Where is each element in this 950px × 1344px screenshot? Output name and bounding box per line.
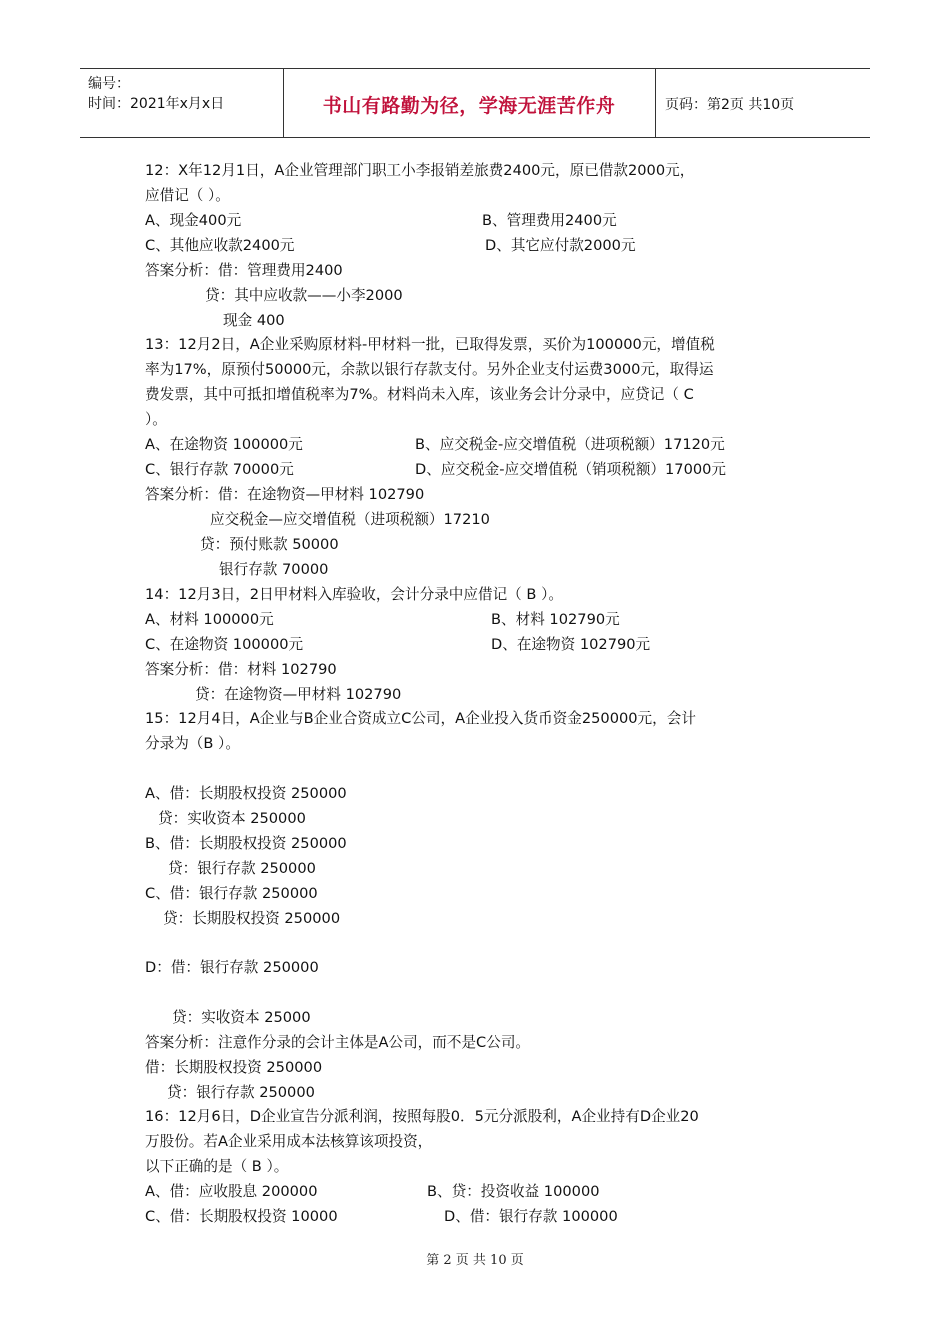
text-line: 现金 400 (223, 312, 285, 329)
page-footer: 第 2 页 共 10 页 (426, 1253, 524, 1268)
text-line: 万股份。若A企业采用成本法核算该项投资， (145, 1133, 433, 1150)
text-line: 贷：预付账款 50000 (200, 536, 339, 553)
text-line: 贷：实收资本 25000 (172, 1009, 311, 1026)
text-line: D、应交税金-应交增值税（销项税额）17000元 (415, 461, 727, 478)
text-line: 借：长期股权投资 250000 (145, 1059, 323, 1076)
text-line: ）。 (145, 411, 167, 428)
text-line: 答案分析：注意作分录的会计主体是A公司，而不是C公司。 (145, 1034, 531, 1051)
text-line: 答案分析：借：管理费用2400 (145, 262, 343, 279)
text-line: D、其它应付款2000元 (485, 237, 636, 254)
text-line: 13：12月2日，A企业采购原材料-甲材料一批，已取得发票，买价为100000元，增值税 (145, 336, 715, 353)
text-line: 12：X年12月1日，A企业管理部门职工小李报销差旅费2400元，原已借款2000元， (145, 162, 695, 179)
text-line: 16：12月6日，D企业宣告分派利润，按照每股0．5元分派股利，A企业持有D企业20 (145, 1108, 699, 1125)
text-line: B、借：长期股权投资 250000 (145, 835, 347, 852)
date-label: 时间：2021年x月x日 (88, 96, 225, 112)
text-line: 贷：长期股权投资 250000 (163, 910, 341, 927)
page-number-label: 页码：第2页 共10页 (665, 97, 795, 113)
text-line: C、其他应收款2400元 (145, 237, 295, 254)
text-line: B、材料 102790元 (491, 611, 620, 628)
text-line: A、借：应收股息 200000 (145, 1183, 318, 1200)
doc-number-label: 编号： (88, 76, 130, 92)
text-line: 应借记（ ）。 (145, 187, 230, 204)
text-line: 率为17%，原预付50000元，余款以银行存款支付。另外企业支付运费3000元，取得运 (145, 361, 714, 378)
text-line: 贷：其中应收款——小李2000 (205, 287, 403, 304)
text-line: B、贷：投资收益 100000 (427, 1183, 600, 1200)
text-line: 贷：银行存款 250000 (167, 1084, 315, 1101)
text-line: 分录为（B ）。 (145, 735, 240, 752)
header-motto-cell (283, 69, 656, 137)
text-line: 贷：银行存款 250000 (168, 860, 316, 877)
text-line: 贷：实收资本 250000 (158, 810, 306, 827)
text-line: 15：12月4日，A企业与B企业合资成立C公司，A企业投入货币资金250000元，会计 (145, 710, 696, 727)
text-line: B、管理费用2400元 (482, 212, 617, 229)
text-line: 应交税金—应交增值税（进项税额）17210 (210, 511, 490, 528)
text-line: A、借：长期股权投资 250000 (145, 785, 347, 802)
text-line: C、借：银行存款 250000 (145, 885, 318, 902)
motto-text: 书山有路勤为径，学海无涯苦作舟 (322, 95, 616, 117)
text-line: C、银行存款 70000元 (145, 461, 294, 478)
text-line: C、借：长期股权投资 10000 (145, 1208, 338, 1225)
text-line: D、在途物资 102790元 (491, 636, 651, 653)
text-line: D：借：银行存款 250000 (145, 959, 319, 976)
text-line: 银行存款 70000 (219, 561, 329, 578)
page-header (80, 68, 870, 138)
text-line: C、在途物资 100000元 (145, 636, 304, 653)
text-line: 14：12月3日，2日甲材料入库验收，会计分录中应借记（ B ）。 (145, 586, 563, 603)
text-line: A、现金400元 (145, 212, 242, 229)
text-line: 贷：在途物资—甲材料 102790 (195, 686, 402, 703)
text-line: B、应交税金-应交增值税（进项税额）17120元 (415, 436, 725, 453)
text-line: 答案分析：借：材料 102790 (145, 661, 337, 678)
header-page-cell (655, 69, 870, 137)
text-line: 以下正确的是（ B ）。 (145, 1158, 289, 1175)
header-meta-cell (80, 69, 284, 137)
text-line: A、材料 100000元 (145, 611, 274, 628)
text-line: D、借：银行存款 100000 (444, 1208, 618, 1225)
text-line: A、在途物资 100000元 (145, 436, 303, 453)
text-line: 答案分析：借：在途物资—甲材料 102790 (145, 486, 425, 503)
text-line: 费发票，其中可抵扣增值税率为7%。材料尚未入库，该业务会计分录中，应贷记（ C (145, 386, 694, 403)
